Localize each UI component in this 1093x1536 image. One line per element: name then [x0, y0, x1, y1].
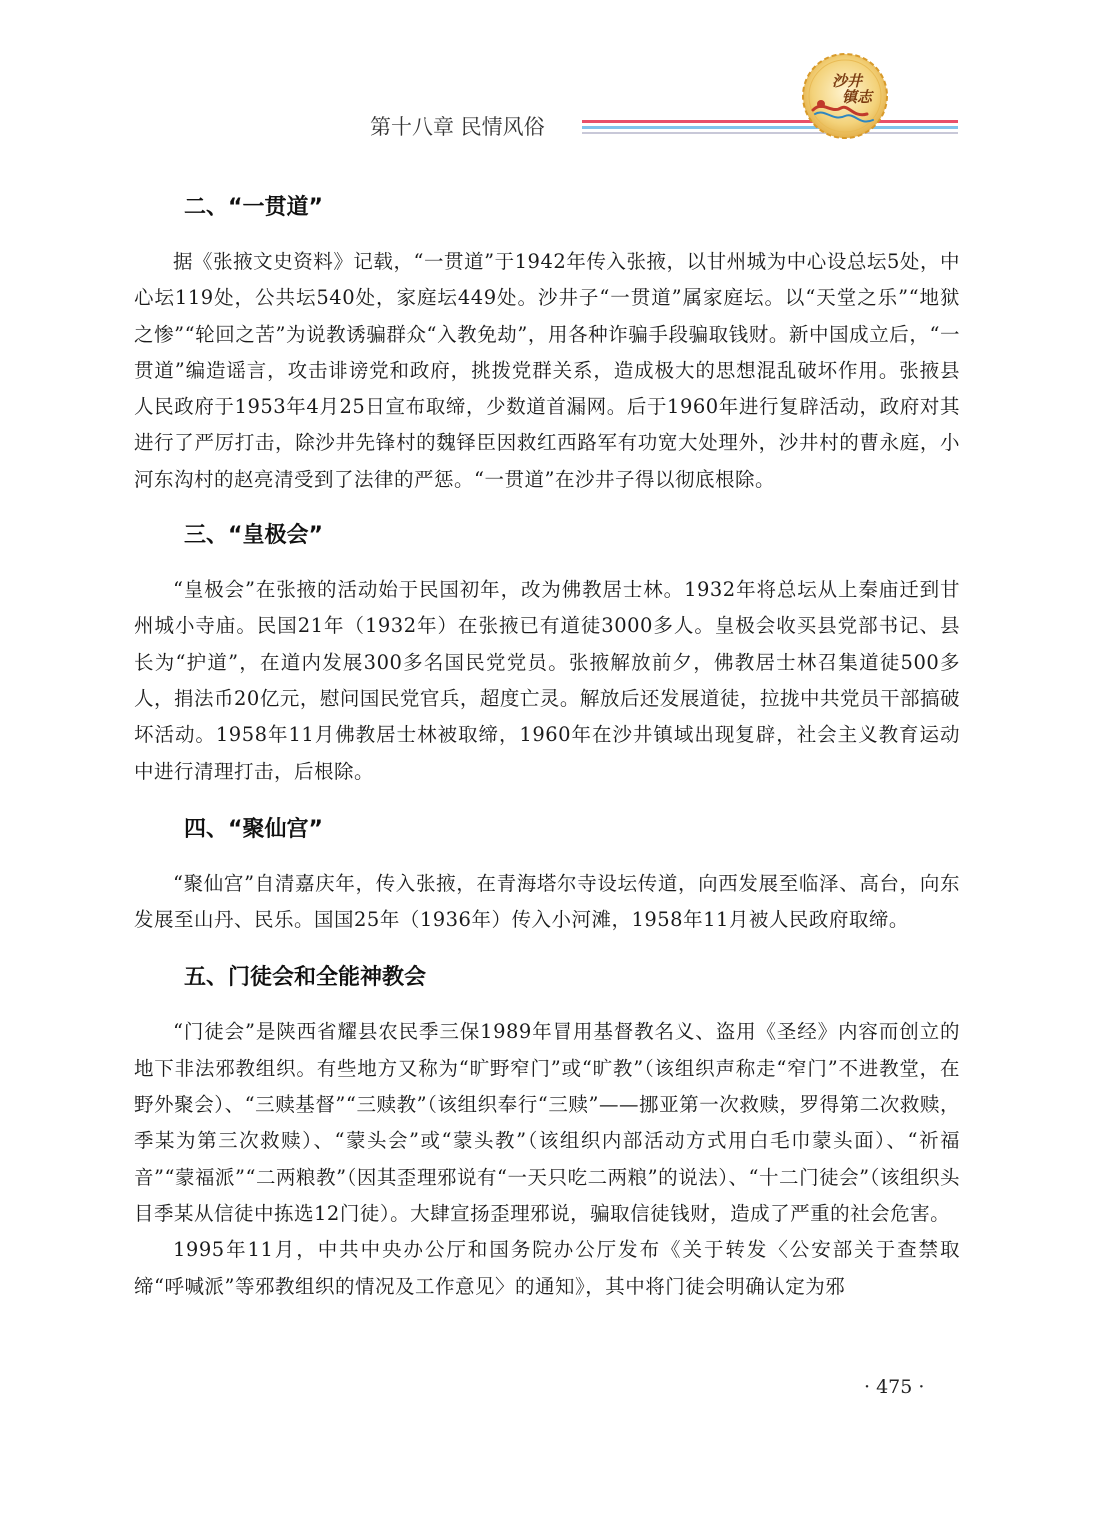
book-seal-logo — [801, 52, 889, 140]
section-heading-juxiangong: 四、“聚仙宫” — [184, 816, 323, 842]
page-number: · 475 · — [864, 1376, 925, 1398]
section-heading-yiguandao: 二、“一贯道” — [184, 195, 323, 220]
page-body — [134, 190, 960, 1305]
paragraph-juxiangong: “聚仙宫”自清嘉庆年，传入张掖，在青海塔尔寺设坛传道，向西发展至临泽、高台，向东发展至山丹、民乐。国国25年（1936年）传入小河滩，1958年11月被人民政府取缔。 — [134, 871, 960, 932]
paragraph-mentuhui-1: “门徒会”是陕西省耀县农民季三保1989年冒用基督教名义、盗用《圣经》内容而创立的地下非法邪教组织。有些地方又称为“旷野窄门”或“旷教”（该组织声称走“窄门”不进教堂，在野外聚会）、“三赎基督”“三赎教”（该组织奉行“三赎”——挪亚第一次救赎，罗得第二次救赎，季某为第三次救赎）、“蒙头会”或“蒙头教”（该组织内部活动方式用白毛巾蒙头面）、“祈福音”“蒙福派”“二两粮教”（因其歪理邪说有“一天只吃二两粮”的说法）、“十二门徒会”（该组织头目季某从信徒中拣选12门徒）。大肆宣扬歪理邪说，骗取信徒钱财，造成了严重的社会危害。 — [134, 1020, 960, 1225]
paragraph-huangjihui: “皇极会”在张掖的活动始于民国初年，改为佛教居士林。1932年将总坛从上秦庙迁到甘州城小寺庙。民国21年（1932年）在张掖已有道徒3000多人。皇极会收买县党部书记、县长为“护道”，在道内发展300多名国民党党员。张掖解放前夕，佛教居士林召集道徒500多人，捐法币20亿元，慰问国民党官兵，超度亡灵。解放后还发展道徒，拉拢中共党员干部搞破坏活动。1958年11月佛教居士林被取缔，1960年在沙井镇域出现复辟，社会主义教育运动中进行清理打击，后根除。 — [134, 578, 960, 783]
section-heading-huangjihui: 三、“皇极会” — [184, 523, 323, 549]
seal-text-line2: 镇志 — [841, 88, 873, 106]
header-rule-red — [582, 120, 958, 123]
running-head-chapter-title: 第十八章 民情风俗 — [370, 115, 545, 139]
paragraph-mentuhui-2: 1995年11月，中共中央办公厅和国务院办公厅发布《关于转发〈公安部关于查禁取缔“呼喊派”等邪教组织的情况及工作意见〉的通知》，其中将门徒会明确认定为邪 — [134, 1238, 960, 1298]
header-rule-blue — [582, 126, 958, 129]
seal-text-line1: 沙井 — [831, 72, 863, 90]
seal-emblem-icon — [801, 52, 889, 140]
header-rule-grey — [582, 132, 958, 134]
paragraph-yiguandao: 据《张掖文史资料》记载，“一贯道”于1942年传入张掖，以甘州城为中心设总坛5处，中心坛119处，公共坛540处，家庭坛449处。沙井子“一贯道”属家庭坛。以“天堂之乐”“地狱之惨”“轮回之苦”为说教诱骗群众“入教免劫”，用各种诈骗手段骗取钱财。新中国成立后，“一贯道”编造谣言，攻击诽谤党和政府，挑拨党群关系，造成极大的思想混乱破坏作用。张掖县人民政府于1953年4月25日宣布取缔，少数道首漏网。后于1960年进行复辟活动，政府对其进行了严厉打击，除沙井先锋村的魏铎臣因救红西路军有功宽大处理外，沙井村的曹永庭，小河东沟村的赵亮清受到了法律的严惩。“一贯道”在沙井子得以彻底根除。 — [134, 250, 960, 491]
section-heading-mentuhui: 五、门徒会和全能神教会 — [184, 965, 427, 991]
